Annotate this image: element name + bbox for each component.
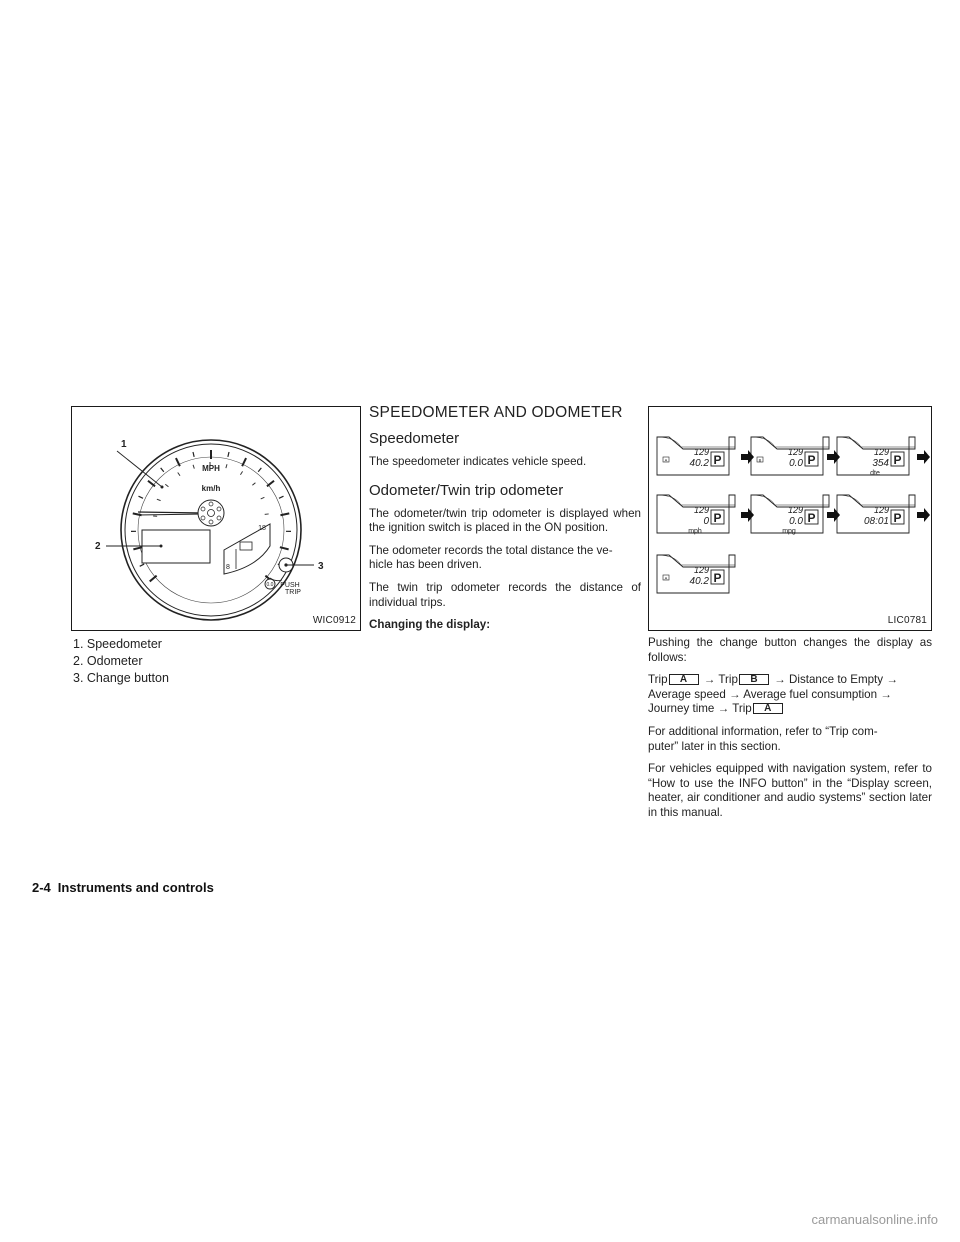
page-number: 2-4 (32, 880, 51, 895)
trip-b-icon: B (739, 674, 769, 685)
lcd-mode: B (758, 457, 762, 463)
gear-indicator: P (713, 453, 722, 467)
odometer-paragraph-3: The twin trip odometer records the distance of individual trips. (369, 580, 641, 609)
arrow-right-icon (917, 450, 930, 464)
section-title: SPEEDOMETER AND ODOMETER (369, 404, 623, 421)
gauge-unit-bottom: km/h (201, 484, 221, 493)
callout-3: 3 (318, 561, 324, 572)
gear-indicator: P (893, 453, 902, 467)
arrow-right-icon (741, 450, 754, 464)
figure-code: LIC0781 (887, 615, 927, 626)
arrow-right-icon (827, 450, 840, 464)
lcd-trip-value: 40.2 (689, 458, 709, 469)
lcd-panel (657, 555, 735, 593)
arrow-right-icon (827, 508, 840, 522)
right-column (648, 636, 932, 821)
figure-display-sequence (648, 406, 932, 631)
callout-2: 2 (95, 541, 101, 552)
gear-indicator: P (807, 453, 816, 467)
middle-column (369, 404, 641, 633)
lcd-odometer-value: 129 (873, 447, 889, 457)
speedometer-heading: Speedometer (369, 430, 460, 447)
list-item: 2. Odometer (73, 654, 143, 668)
gear-indicator: P (893, 511, 902, 525)
list-item: 1. Speedometer (73, 637, 162, 651)
lcd-panel (837, 437, 915, 477)
lcd-mode: A (664, 457, 668, 463)
lcd-panel (657, 495, 735, 535)
fuel-high-label: 18 (258, 525, 266, 532)
lcd-trip-value: 0 (703, 516, 709, 527)
lcd-trip-value: 08:01 (863, 516, 889, 527)
lcd-trip-value: 0.0 (789, 458, 803, 469)
speedometer-text: The speedometer indicates vehicle speed. (369, 455, 587, 468)
lcd-odometer-value: 129 (873, 505, 889, 515)
arrow-right-icon (917, 508, 930, 522)
arrow-right-icon (741, 508, 754, 522)
odometer-paragraph-2: The odometer records the total distance the ve- hicle has been driven. (369, 543, 613, 572)
lcd-trip-value: 354 (872, 458, 889, 469)
lcd-odometer-value: 129 (693, 505, 709, 515)
callout-1: 1 (121, 439, 127, 450)
display-sequence-illustration (649, 407, 931, 630)
svg-text:0.0: 0.0 (266, 582, 274, 588)
speedometer-illustration (72, 407, 360, 630)
gear-indicator: P (713, 571, 722, 585)
watermark: carmanualsonline.info (811, 1212, 938, 1227)
push-trip-label: PUSH TRIP (280, 582, 301, 596)
page-footer (32, 880, 214, 895)
gear-indicator: P (807, 511, 816, 525)
chapter-title: Instruments and controls (57, 880, 214, 895)
figure-callout-list (73, 636, 353, 687)
display-sequence: Trip A → Trip B → Distance to Empty → Average speed → Average fuel consumption → Journey time → Trip A (648, 673, 898, 716)
lcd-odometer-value: 129 (693, 447, 709, 457)
gear-indicator: P (713, 511, 722, 525)
list-item: 3. Change button (73, 671, 169, 685)
lcd-odometer-value: 129 (693, 565, 709, 575)
odometer-paragraph-1: The odometer/twin trip odometer is displayed when the ignition switch is placed in the ON position. (369, 506, 641, 535)
gauge-unit-top: MPH (202, 464, 220, 473)
lcd-trip-value: 0.0 (789, 516, 803, 527)
navigation-reference: For vehicles equipped with navigation system, refer to “How to use the INFO button” in the “Display screen, heater, air conditioner and audio systems” section later in this manual. (648, 762, 932, 819)
lcd-mode-label: dte (870, 470, 880, 477)
lcd-odometer-value: 129 (787, 447, 803, 457)
figure-code: WIC0912 (312, 615, 356, 626)
lcd-mode-label: mpg (782, 528, 796, 535)
change-button-intro: Pushing the change button changes the display as follows: (648, 636, 932, 664)
odometer-heading: Odometer/Twin trip odometer (369, 481, 564, 499)
lcd-panel (751, 495, 829, 535)
trip-a-icon: A (669, 674, 699, 685)
fuel-low-label: 8 (226, 564, 230, 571)
lcd-panel (751, 437, 829, 475)
trip-computer-reference: For additional information, refer to “Trip com- puter” later in this section. (648, 724, 878, 753)
lcd-odometer-value: 129 (787, 505, 803, 515)
lcd-panel (657, 437, 735, 475)
lcd-trip-value: 40.2 (689, 576, 709, 587)
changing-display-label: Changing the display: (369, 618, 491, 632)
lcd-mode: A (664, 575, 668, 581)
figure-speedometer (71, 406, 361, 631)
lcd-mode-label: mph (688, 528, 702, 535)
trip-a-icon: A (753, 703, 783, 714)
lcd-panel (837, 495, 915, 533)
